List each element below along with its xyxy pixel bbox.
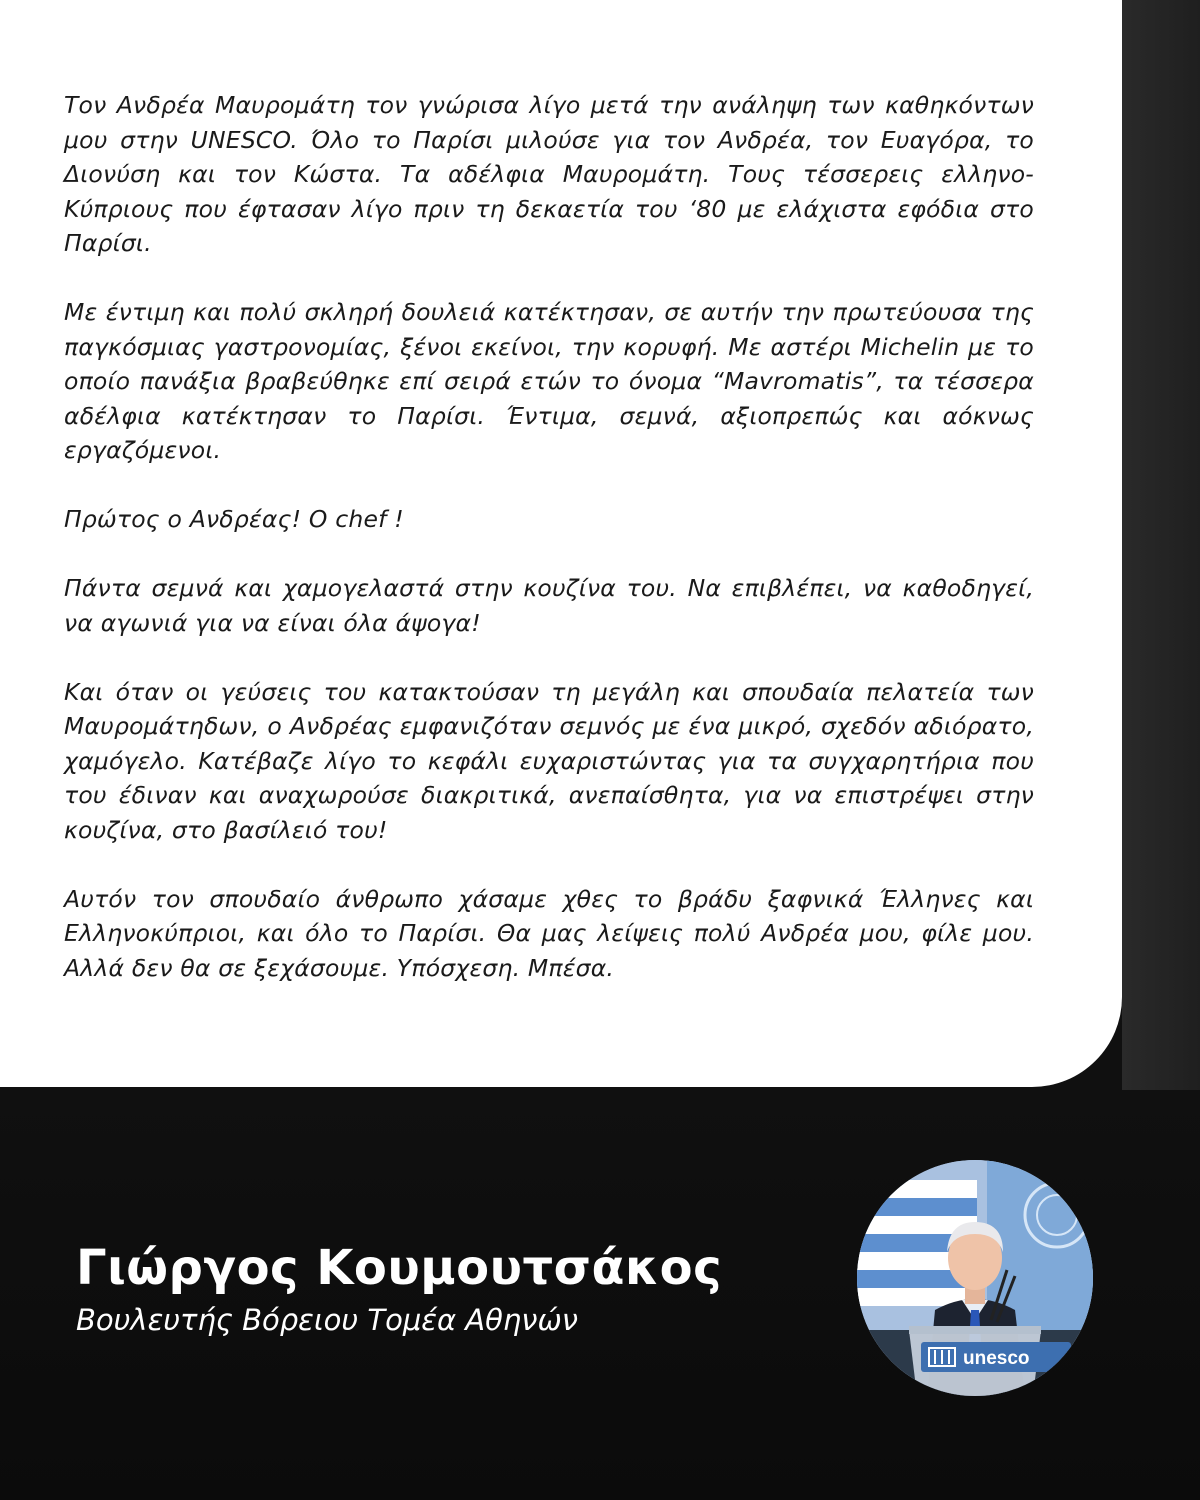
paragraph-3: Πρώτος ο Ανδρέας! Ο chef ! [64, 505, 404, 533]
unesco-sign-text: unesco [963, 1348, 1030, 1369]
author-block [76, 1238, 722, 1340]
portrait-illustration [857, 1160, 1093, 1396]
paragraph-1: Τον Ανδρέα Μαυρομάτη τον γνώρισα λίγο μετά την ανάληψη των καθηκόντων μου στην UNESCO. Όλο το Παρίσι μιλούσε για τον Ανδρέα, τον Ευαγόρα, το Διονύση και τον Κώστα. Τα αδέλφια Μαυρομάτη. Τους τέσσερεις ελληνο-Κύπριους που έφτασαν λίγο πριν τη δεκαετία του ‘80 με ελάχιστα εφόδια στο Παρίσι. [64, 91, 1034, 257]
article-text [64, 88, 1034, 1020]
paragraph-2: Με έντιμη και πολύ σκληρή δουλειά κατέκτησαν, σε αυτήν την πρωτεύουσα της παγκόσμιας γαστρονομίας, ξένοι εκείνοι, την κορυφή. Με αστέρι Michelin με το οποίο πανάξια βραβεύθηκε επί σειρά ετών το όνομα “Mavromatis”, τα τέσσερα αδέλφια κατέκτησαν το Παρίσι. Έντιμα, σεμνά, αξιοπρεπώς και αόκνως εργαζόμενοι. [64, 298, 1034, 464]
paragraph-6: Αυτόν τον σπουδαίο άνθρωπο χάσαμε χθες το βράδυ ξαφνικά Έλληνες και Ελληνοκύπριοι, και όλο το Παρίσι. Θα μας λείψεις πολύ Ανδρέα μου, φίλε μου. Αλλά δεν θα σε ξεχάσουμε. Υπόσχεση. Μπέσα. [64, 884, 1034, 982]
right-edge-strip [1122, 0, 1200, 1090]
podium-top [909, 1326, 1041, 1334]
author-role: Βουλευτής Βόρειου Τομέα Αθηνών [76, 1303, 578, 1337]
author-portrait [857, 1160, 1093, 1396]
paragraph-5: Και όταν οι γεύσεις του κατακτούσαν τη μεγάλη και σπουδαία πελατεία των Μαυρομάτηδων, ο Ανδρέας εμφανιζόταν σεμνός με ένα μικρό, σχεδόν αδιόρατο, χαμόγελο. Κατέβαζε λίγο το κεφάλι ευχαριστώντας για τα συγχαρητήρια που του έδιναν και αναχωρούσε διακριτικά, ανεπαίσθητα, για να επιστρέψει στην κουζίνα, στο βασίλειό του! [64, 677, 1034, 844]
author-name: Γιώργος Κουμουτσάκος [76, 1240, 723, 1296]
paragraph-4: Πάντα σεμνά και χαμογελαστά στην κουζίνα του. Να επιβλέπει, να καθοδηγεί, να αγωνιά για να είναι όλα άψογα! [64, 574, 1034, 637]
